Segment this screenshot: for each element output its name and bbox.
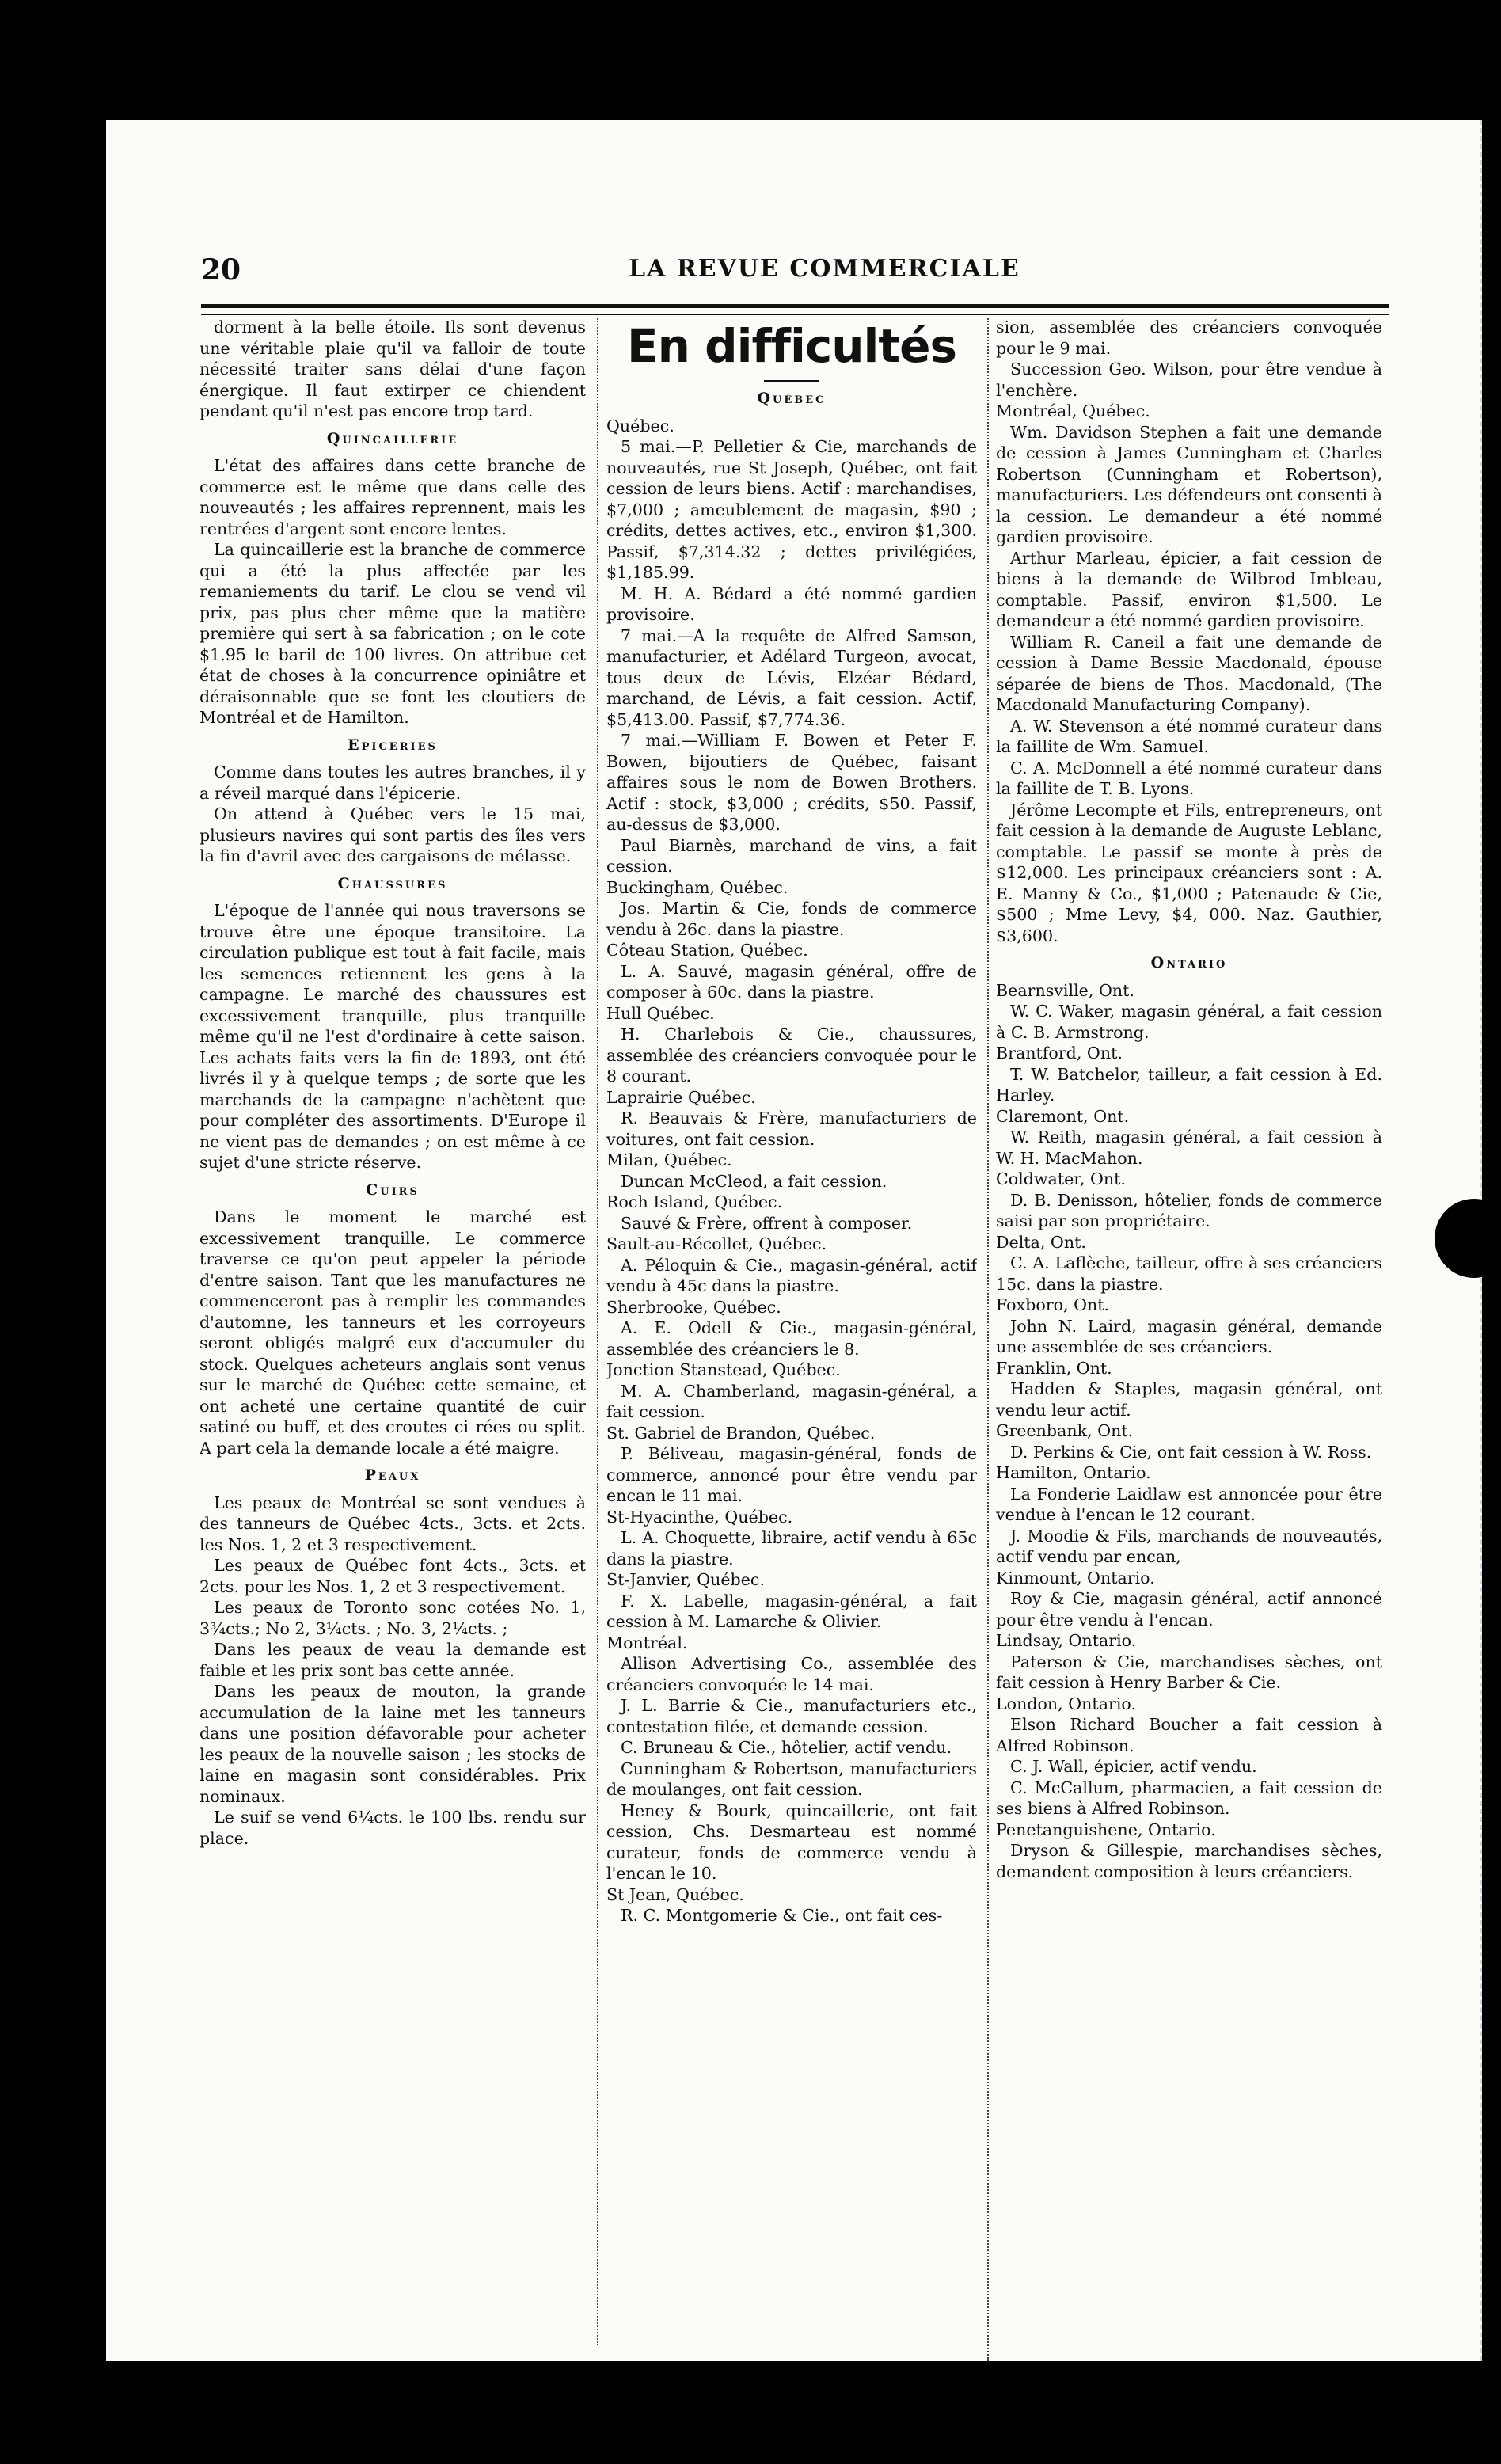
place-line: Montréal, Québec.: [996, 401, 1150, 420]
entry: Wm. Davidson Stephen a fait une demande de cession à James Cunningham et Charles Robertson (Cunningham et Robertson), manufacturiers. Les défendeurs ont consenti à la cession. Le demandeur a été nommé gardien provisoire.: [996, 422, 1382, 546]
entry: Hadden & Staples, magasin général, ont vendu leur actif.: [996, 1379, 1382, 1420]
running-head: LA REVUE COMMERCIALE: [629, 255, 1020, 283]
entry: Arthur Marleau, épicier, a fait cession de biens à la demande de Wilbrod Imbleau, comptable. Passif, environ $1,500. Le demandeur a été nommé gardien provisoire.: [996, 548, 1382, 630]
entry: R. C. Montgomerie & Cie., ont fait ces-: [621, 1906, 943, 1925]
entry: C. J. Wall, épicier, actif vendu.: [1010, 1757, 1257, 1776]
place-line: Greenbank, Ont.: [996, 1421, 1134, 1440]
entry: Succession Geo. Wilson, pour être vendue à l'enchère.: [996, 359, 1382, 400]
paragraph: dorment à la belle étoile. Ils sont devenus une véritable plaie qu'il va falloir de toute nécessité traiter sans délai d'une façon énergique. Il faut extirper ce chiendent pendant qu'il n'est pas encore trop tard.: [200, 318, 586, 420]
entry: H. Charlebois & Cie., chaussures, assemblée des créanciers convoquée pour le 8 courant.: [606, 1025, 977, 1086]
entry: sion, assemblée des créanciers convoquée pour le 9 mai.: [996, 318, 1382, 358]
place-line: Brantford, Ont.: [996, 1044, 1123, 1063]
place-line: Delta, Ont.: [996, 1232, 1086, 1252]
entry: L. A. Choquette, libraire, actif vendu à 65c dans la piastre.: [606, 1528, 977, 1569]
paragraph: Le suif se vend 6¼cts. le 100 lbs. rendu sur place.: [200, 1808, 586, 1848]
entry: La Fonderie Laidlaw est annoncée pour être vendue à l'encan le 12 courant.: [996, 1484, 1382, 1524]
place-line: St Jean, Québec.: [606, 1884, 744, 1904]
place-line: Sault-au-Récollet, Québec.: [606, 1234, 827, 1253]
entry: M. H. A. Bédard a été nommé gardien provisoire.: [606, 584, 977, 624]
place-line: Penetanguishene, Ontario.: [996, 1819, 1216, 1839]
place-line: St-Janvier, Québec.: [606, 1570, 766, 1589]
place-line: Claremont, Ont.: [996, 1106, 1130, 1126]
column-separator: [597, 318, 598, 2345]
column-en-difficultes-continued: [996, 317, 1382, 2359]
section-heading: Cuirs: [366, 1181, 420, 1199]
place-line: Sherbrooke, Québec.: [606, 1297, 781, 1317]
place-line: St-Hyacinthe, Québec.: [606, 1507, 793, 1527]
entry: L. A. Sauvé, magasin général, offre de composer à 60c. dans la piastre.: [606, 961, 977, 1002]
paragraph: Dans le moment le marché est excessivement tranquille. Le commerce traverse ce qu'on peut appeler la période d'entre saison. Tant que les manufactures ne commenceront pas à remplir les commandes d'automne, les tanneurs et les corroyeurs seront obligés malgré eux d'accumuler du stock. Quelques acheteurs anglais sont venus sur le marché de Québec cette semaine, et ont acheté une certaine quantité de cuir satiné ou buff, et des croutes ci rées ou split. A part cela la demande locale a été maigre.: [200, 1207, 586, 1458]
entry: Sauvé & Frère, offrent à composer.: [621, 1213, 913, 1233]
place-line: Coldwater, Ont.: [996, 1169, 1126, 1188]
entry: 7 mai.—William F. Bowen et Peter F. Bowen, bijoutiers de Québec, faisant affaires sous le nom de Bowen Brothers. Actif : stock, $3,000 ; crédits, $50. Passif, au-dessus de $3,000.: [606, 731, 977, 834]
entry: R. Beauvais & Frère, manufacturiers de voitures, ont fait cession.: [606, 1108, 977, 1149]
column-market-reports: [200, 317, 586, 2344]
place-line: London, Ontario.: [996, 1694, 1136, 1713]
entry: C. Bruneau & Cie., hôtelier, actif vendu.: [621, 1738, 952, 1757]
entry: D. Perkins & Cie, ont fait cession à W. Ross.: [1010, 1442, 1372, 1462]
binding-hole: [1434, 1199, 1482, 1278]
place-line: St. Gabriel de Brandon, Québec.: [606, 1423, 876, 1443]
entry: A. Péloquin & Cie., magasin-général, actif vendu à 45c dans la piastre.: [606, 1255, 977, 1295]
place-line: Kinmount, Ontario.: [996, 1568, 1155, 1588]
entry: A. E. Odell & Cie., magasin-général, assemblée des créanciers le 8.: [606, 1318, 977, 1359]
entry: Cunningham & Robertson, manufacturiers de moulanges, ont fait cession.: [606, 1759, 977, 1799]
paragraph: Comme dans toutes les autres branches, il y a réveil marqué dans l'épicerie.: [200, 762, 586, 803]
entry: Duncan McCleod, a fait cession.: [621, 1171, 887, 1191]
place-line: Jonction Stanstead, Québec.: [606, 1360, 841, 1379]
newspaper-page: [106, 120, 1482, 2361]
entry: C. McCallum, pharmacien, a fait cession de ses biens à Alfred Robinson.: [996, 1778, 1382, 1818]
place-line: Foxboro, Ont.: [996, 1295, 1110, 1314]
place-line: Bearnsville, Ont.: [996, 980, 1134, 1000]
page-number: 20: [201, 253, 241, 287]
paragraph: Les peaux de Toronto sonc cotées No. 1, 3¾cts.; No 2, 3¼cts. ; No. 3, 2¼cts. ;: [200, 1598, 586, 1638]
section-heading: Québec: [757, 390, 826, 407]
entry: 5 mai.—P. Pelletier & Cie, marchands de nouveautés, rue St Joseph, Québec, ont fait cession de leurs biens. Actif : marchandises, $7,000 ; ameublement de magasin, $90 ; crédits, dettes actives, etc., environ $1,300. Passif, $7,314.32 ; dettes privilégiées, $1,185.99.: [606, 437, 977, 582]
place-line: Roch Island, Québec.: [606, 1192, 783, 1211]
place-line: Québec.: [606, 416, 674, 435]
entry: Heney & Bourk, quincaillerie, ont fait cession, Chs. Desmarteau est nommé curateur, fonds de commerce vendu à l'encan le 10.: [606, 1800, 977, 1883]
page-header: [106, 120, 1482, 330]
place-line: Milan, Québec.: [606, 1150, 732, 1169]
entry: M. A. Chamberland, magasin-général, a fait cession.: [606, 1381, 977, 1421]
entry: Allison Advertising Co., assemblée des créanciers convoquée le 14 mai.: [606, 1654, 977, 1694]
section-heading: Chaussures: [337, 874, 448, 892]
place-line: Montréal.: [606, 1633, 688, 1652]
paragraph: Les peaux de Québec font 4cts., 3cts. et 2cts. pour les Nos. 1, 2 et 3 respectivement.: [200, 1556, 586, 1596]
paragraph: L'état des affaires dans cette branche de commerce est le même que dans celle des nouveautés ; les affaires reprennent, mais les rentrées d'argent sont encore lentes.: [200, 456, 586, 538]
entry: W. Reith, magasin général, a fait cession à W. H. MacMahon.: [996, 1127, 1382, 1168]
section-heading: Ontario: [1150, 954, 1228, 972]
entry: D. B. Denisson, hôtelier, fonds de commerce saisi par son propriétaire.: [996, 1190, 1382, 1230]
entry: J. Moodie & Fils, marchands de nouveautés, actif vendu par encan,: [996, 1526, 1382, 1566]
place-line: Buckingham, Québec.: [606, 877, 788, 897]
place-line: Laprairie Québec.: [606, 1087, 756, 1107]
entry: J. L. Barrie & Cie., manufacturiers etc., contestation filée, et demande cession.: [606, 1696, 977, 1736]
entry: 7 mai.—A la requête de Alfred Samson, manufacturier, et Adélard Turgeon, avocat, tous deux de Lévis, Elzéar Bédard, marchand, de Lévis, a fait cession. Actif, $5,413.00. Passif, $7,774.36.: [606, 626, 977, 729]
header-rule-thin: [201, 314, 1389, 315]
entry: P. Béliveau, magasin-général, fonds de commerce, annoncé pour être vendu par encan le 11 mai.: [606, 1444, 977, 1505]
entry: John N. Laird, magasin général, demande une assemblée de ses créanciers.: [996, 1316, 1382, 1356]
header-rule-thick: [201, 304, 1389, 308]
entry: Paterson & Cie, marchandises sèches, ont fait cession à Henry Barber & Cie.: [996, 1652, 1382, 1692]
entry: Elson Richard Boucher a fait cession à Alfred Robinson.: [996, 1715, 1382, 1755]
entry: T. W. Batchelor, tailleur, a fait cession à Ed. Harley.: [996, 1064, 1382, 1105]
entry: C. A. McDonnell a été nommé curateur dans la faillite de T. B. Lyons.: [996, 758, 1382, 798]
entry: Jérôme Lecompte et Fils, entrepreneurs, ont fait cession à la demande de Auguste Leblanc, comptable. Le passif se monte à près de $12,000. Les principaux créanciers sont : A. E. Manny & Co., $1,000 ; Patenaude & Cie, $500 ; Mme Levy, $4, 000. Naz. Gauthier, $3,600.: [996, 800, 1382, 945]
entry: A. W. Stevenson a été nommé curateur dans la faillite de Wm. Samuel.: [996, 716, 1382, 756]
section-heading: Quincaillerie: [326, 429, 459, 447]
entry: Roy & Cie, magasin général, actif annoncé pour être vendu à l'encan.: [996, 1589, 1382, 1629]
place-line: Franklin, Ont.: [996, 1358, 1112, 1378]
column-separator: [987, 318, 989, 2361]
entry: William R. Caneil a fait une demande de cession à Dame Bessie Macdonald, épouse séparée de biens de Thos. Macdonald, (The Macdonald Manufacturing Company).: [996, 632, 1382, 714]
column-en-difficultes: [606, 317, 977, 2344]
paragraph: Les peaux de Montréal se sont vendues à des tanneurs de Québec 4cts., 3cts. et 2cts. les Nos. 1, 2 et 3 respectivement.: [200, 1492, 586, 1554]
place-line: Lindsay, Ontario.: [996, 1631, 1137, 1650]
section-heading: Peaux: [364, 1466, 421, 1484]
entry: F. X. Labelle, magasin-général, a fait cession à M. Lamarche & Olivier.: [606, 1591, 977, 1631]
entry: C. A. Laflèche, tailleur, offre à ses créanciers 15c. dans la piastre.: [996, 1253, 1382, 1294]
section-heading: Epiceries: [348, 736, 438, 754]
place-line: Hamilton, Ontario.: [996, 1463, 1151, 1482]
place-line: Côteau Station, Québec.: [606, 941, 808, 960]
paragraph: L'époque de l'année qui nous traversons se trouve être une époque transitoire. La circulation publique est tout à fait facile, mais les semences retiennent les gens à la campagne. Le marché des chaussures est excessivement tranquille, plus tranquille même qu'il ne l'est d'ordinaire à cette saison. Les achats faits vers la fin de 1893, ont été livrés il y à quelque temps ; de sorte que les marchands de la campagne n'achètent que pour compléter des assortiments. D'Europe il ne vient pas de demandes ; on est même à ce sujet d'une stricte réserve.: [200, 901, 586, 1172]
section-title: En difficultés: [627, 319, 956, 373]
entry: W. C. Waker, magasin général, a fait cession à C. B. Armstrong.: [996, 1002, 1382, 1042]
entry: Jos. Martin & Cie, fonds de commerce vendu à 26c. dans la piastre.: [606, 899, 977, 939]
paragraph: On attend à Québec vers le 15 mai, plusieurs navires qui sont partis des îles vers la fin d'avril avec des cargaisons de mélasse.: [200, 804, 586, 865]
entry: Dryson & Gillespie, marchandises sèches, demandent composition à leurs créanciers.: [996, 1841, 1382, 1881]
paragraph: Dans les peaux de mouton, la grande accumulation de la laine met les tanneurs dans une position défavorable pour acheter les peaux de la nouvelle saison ; les stocks de laine en magasin sont considérables. Prix nominaux.: [200, 1682, 586, 1806]
paragraph: Dans les peaux de veau la demande est faible et les prix sont bas cette année.: [200, 1640, 586, 1680]
title-rule: [764, 380, 819, 382]
place-line: Hull Québec.: [606, 1003, 715, 1023]
paragraph: La quincaillerie est la branche de commerce qui a été la plus affectée par les remaniements du tarif. Le clou se vend vil prix, pas plus cher même que la matière première qui sert à sa fabrication ; on le cote $1.95 le baril de 100 livres. On attribue cet état de choses à la concurrence opiniâtre et déraisonnable que se font les cloutiers de Montréal et de Hamilton.: [200, 540, 586, 727]
entry: Paul Biarnès, marchand de vins, a fait cession.: [606, 835, 977, 876]
